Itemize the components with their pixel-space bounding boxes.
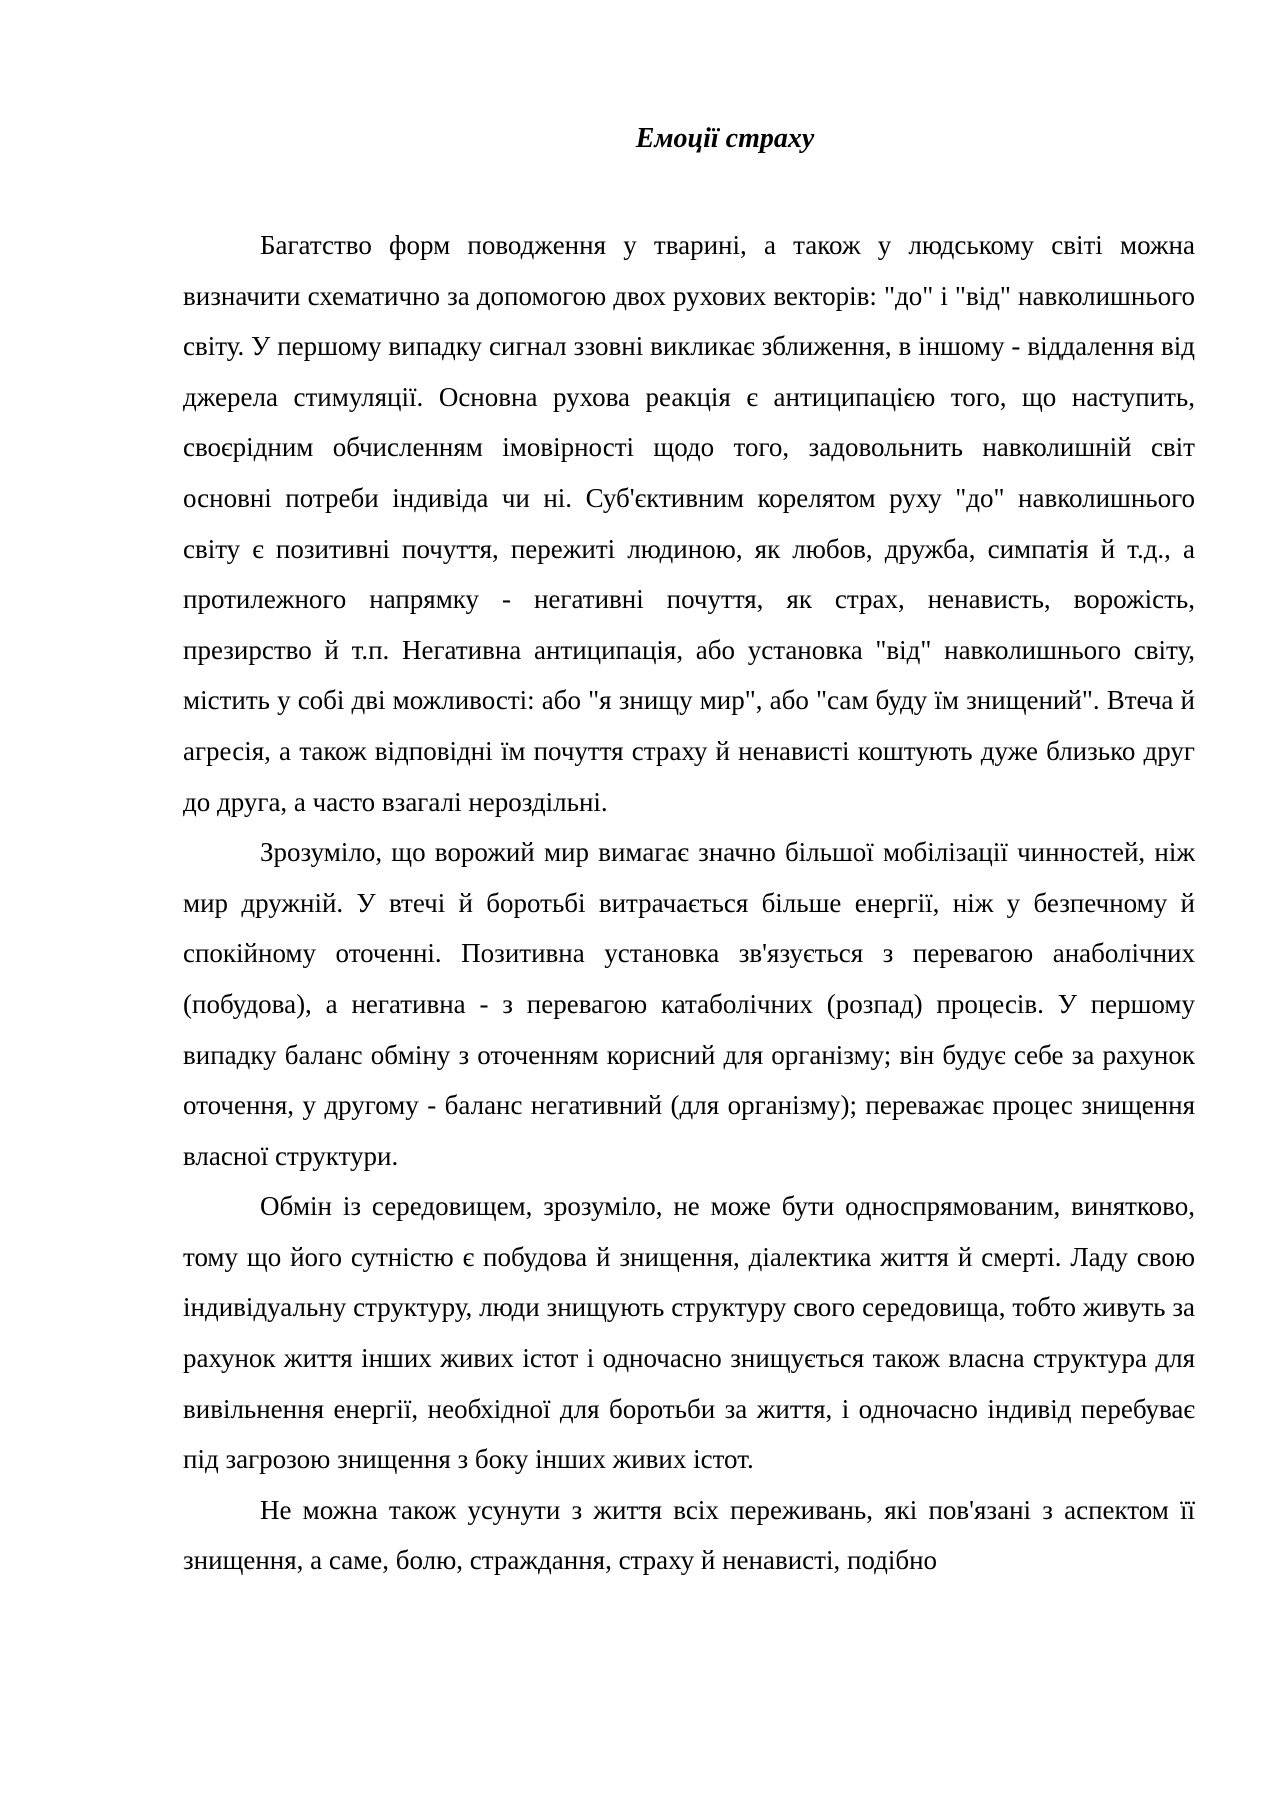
document-title: Емоції страху (635, 123, 815, 154)
document-body (183, 220, 1195, 1586)
paragraph-4: Не можна також усунути з життя всіх переживань, які пов'язані з аспектом її знищення, а саме, болю, страждання, страху й ненависті, подібно (183, 1494, 1195, 1576)
paragraph-1: Багатство форм поводження у тварині, а також у людському світі можна визначити схематично за допомогою двох рухових векторів: "до" і "від" навколишнього світу. У першому випадку сигнал ззовні викликає зближення, в іншому - віддалення від джерела стимуляції. Основна рухова реакція є антиципацією того, що наступить, своєрідним обчисленням імовірності щодо того, задовольнить навколишній світ основні потреби індивіда чи ні. Суб'єктивним корелятом руху "до" навколишнього світу є позитивні почуття, пережиті людиною, як любов, дружба, симпатія й т.д., а протилежного напрямку - негативні почуття, як страх, ненависть, ворожість, презирство й т.п. Негативна антиципація, або установка "від" навколишнього світу, містить у собі дві можливості: або "я знищу мир", або "сам буду їм знищений". Втеча й агресія, а також відповідні їм почуття страху й ненависті коштують дуже близько друг до друга, а часто взагалі нероздільні. (183, 230, 1195, 817)
paragraph-2: Зрозуміло, що ворожий мир вимагає значно більшої мобілізації чинностей, ніж мир дружній. У втечі й боротьбі витрачається більше енергії, ніж у безпечному й спокійному оточенні. Позитивна установка зв'язується з перевагою анаболічних (побудова), а негативна - з перевагою катаболічних (розпад) процесів. У першому випадку баланс обміну з оточенням корисний для організму; він будує себе за рахунок оточення, у другому - баланс негативний (для організму); переважає процес знищення власної структури. (183, 837, 1195, 1171)
paragraph-3: Обмін із середовищем, зрозуміло, не може бути односпрямованим, винятково, тому що його сутністю є побудова й знищення, діалектика життя й смерті. Ладу свою індивідуальну структуру, люди знищують структуру свого середовища, тобто живуть за рахунок життя інших живих істот і одночасно знищується також власна структура для вивільнення енергії, необхідної для боротьби за життя, і одночасно індивід перебуває під загрозою знищення з боку інших живих істот. (183, 1191, 1195, 1475)
